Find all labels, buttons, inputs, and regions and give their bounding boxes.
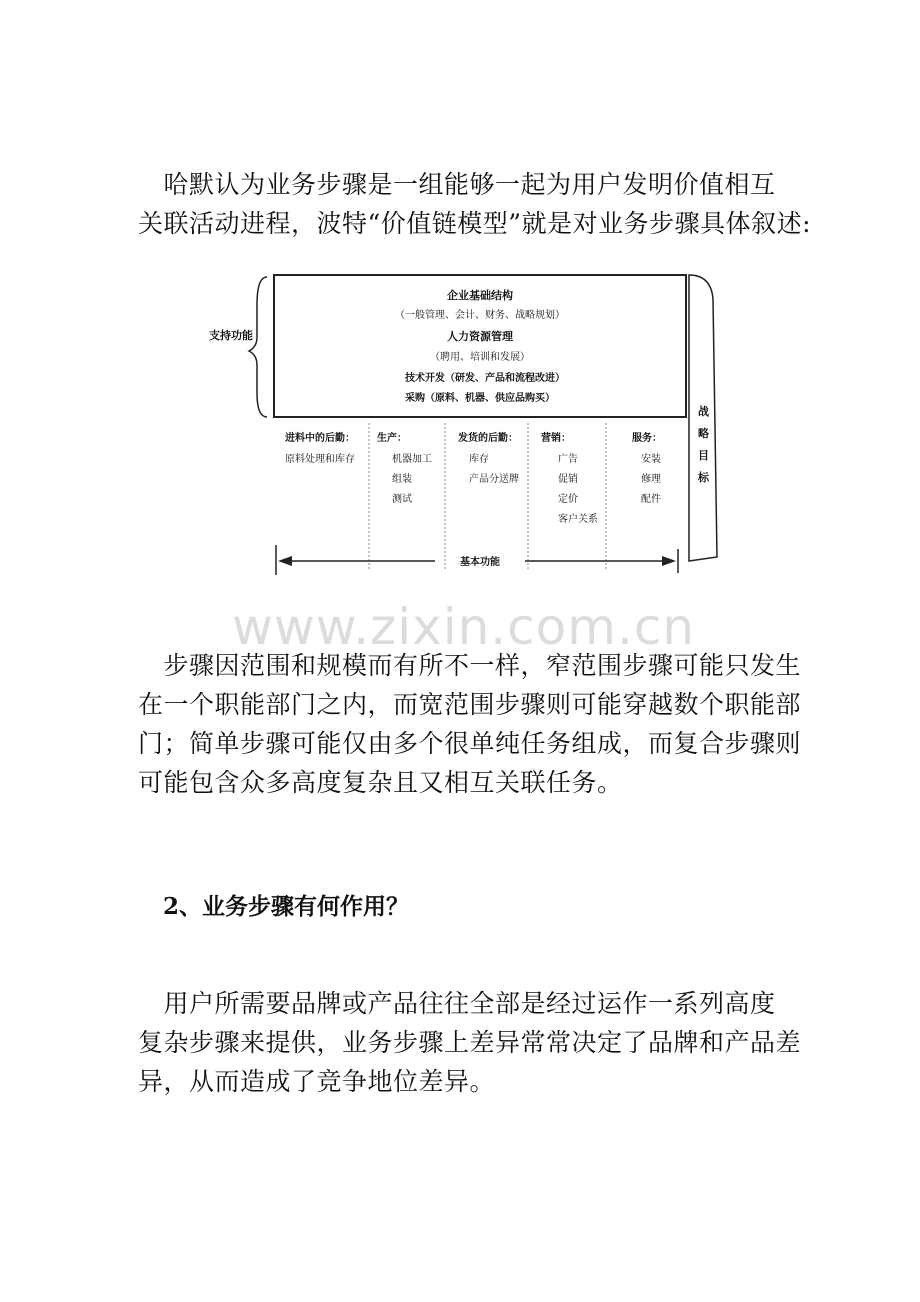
paragraph-line: 哈默认为业务步骤是一组能够一起为用户发明价值相互	[138, 170, 776, 199]
primary-column-title: 发货的后勤：	[458, 433, 518, 444]
support-line-1: 企业基础结构	[447, 289, 513, 302]
primary-column-item: 促销	[558, 474, 578, 485]
paragraph-line: 在一个职能部门之内，而宽范围步骤则可能穿越数个职能部	[138, 690, 802, 719]
primary-column-item: 定价	[558, 494, 578, 505]
primary-column-item: 修理	[641, 474, 661, 485]
value-chain-diagram	[195, 265, 725, 583]
goal-char: 战	[698, 405, 709, 418]
primary-column-item: 组装	[392, 474, 412, 485]
primary-column-item: 客户关系	[558, 514, 598, 525]
paragraph-line: 可能包含众多高度复杂且又相互关联任务。	[138, 768, 623, 797]
support-bracket	[249, 277, 267, 417]
primary-column-title: 服务：	[632, 433, 662, 444]
goal-char: 标	[698, 471, 709, 484]
support-line-4: （聘用、培训和发展）	[430, 352, 530, 363]
paragraph-line: 门；简单步骤可能仅由多个很单纯任务组成，而复合步骤则	[138, 729, 802, 758]
primary-column-item: 机器加工	[392, 454, 432, 465]
primary-column-item: 产品分送牌	[469, 474, 519, 485]
watermark: www.zixin.com.cn	[232, 598, 696, 656]
primary-column-item: 广告	[558, 454, 578, 465]
support-line-3: 人力资源管理	[447, 330, 513, 343]
goal-banner	[689, 275, 717, 561]
intro-paragraph	[138, 165, 811, 243]
paragraph-line: 关联活动进程，波特“价值链模型”就是对业务步骤具体叙述:	[138, 209, 811, 238]
paragraph-line: 用户所需要品牌或产品往往全部是经过运作一系列高度	[138, 989, 776, 1018]
support-label: 支持功能	[209, 329, 253, 342]
primary-arrow-head-left	[278, 556, 292, 566]
section-heading: 2、业务步骤有何作用？	[163, 893, 410, 920]
primary-column-title: 进料中的后勤：	[285, 433, 355, 444]
primary-column-item: 测试	[392, 494, 412, 505]
primary-column-item: 原料处理和库存	[285, 454, 355, 465]
goal-char: 略	[698, 427, 709, 440]
primary-column-item: 安装	[641, 454, 661, 465]
paragraph-line: 复杂步骤来提供，业务步骤上差异常常决定了品牌和产品差	[138, 1028, 802, 1057]
primary-column-title: 营销：	[541, 433, 571, 444]
primary-column-item: 配件	[641, 494, 661, 505]
primary-column-item: 库存	[469, 454, 489, 465]
primary-label: 基本功能	[460, 557, 500, 568]
primary-arrow-head-right	[662, 556, 676, 566]
primary-column-title: 生产：	[377, 433, 407, 444]
paragraph-line: 步骤因范围和规模而有所不一样，窄范围步骤可能只发生	[138, 651, 802, 680]
paragraph-line: 异，从而造成了竞争地位差异。	[138, 1067, 496, 1096]
scope-paragraph	[138, 646, 802, 802]
role-paragraph	[138, 984, 802, 1101]
support-line-5: 技术开发（研发、产品和流程改进）	[405, 373, 565, 384]
goal-char: 目	[698, 449, 709, 462]
support-line-6: 采购（原料、机器、供应品购买）	[405, 393, 555, 404]
support-line-2: （一般管理、会计、财务、战略规划）	[395, 310, 565, 321]
